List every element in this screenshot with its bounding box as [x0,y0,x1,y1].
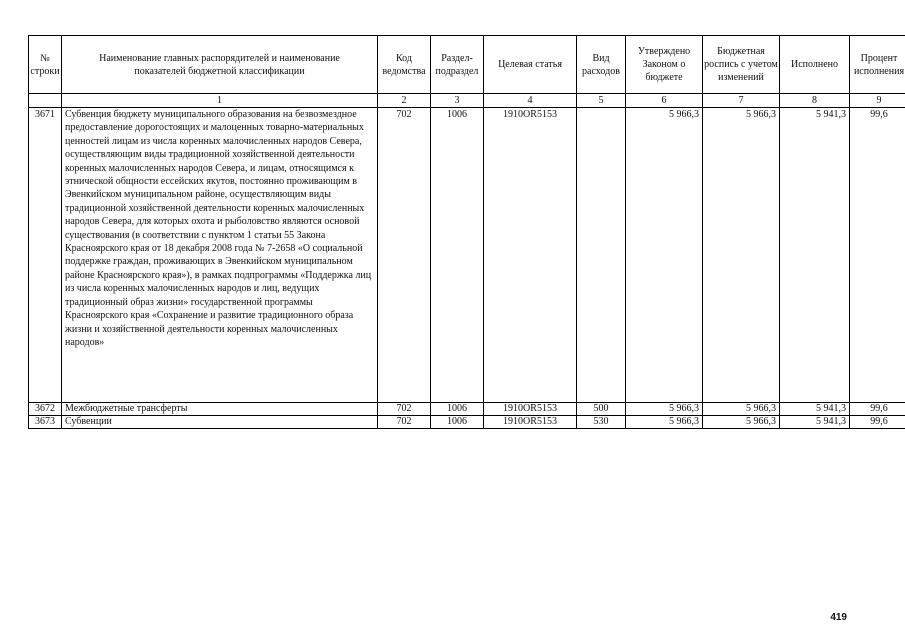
header-revised: Бюджетная роспись с учетом изменений [703,36,780,94]
expense-type [577,108,626,403]
table-row [29,403,905,416]
section-code: 1006 [431,108,484,403]
column-number: 5 [577,94,626,108]
row-number: 3673 [29,416,62,429]
executed-amount: 5 941,3 [780,416,850,429]
dept-code: 702 [378,416,431,429]
approved-amount: 5 966,3 [626,403,703,416]
execution-percent: 99,6 [850,108,905,403]
expense-type: 530 [577,416,626,429]
row-name: Субвенция бюджету муниципального образования на безвозмездное предоставление дорогостоящих и малоценных товарно-материальных ценностей лицам из числа коренных малочисленных народов Севера, осуществляющим виды традиционной хозяйственной деятельности коренных малочисленных народов Севера, и лицам, относящимся к этнической общности ессейских якутов, постоянно проживающим в Эвенкийском муниципальном районе, осуществляющим виды традиционной хозяйственной деятельности коренных малочисленных народов Севера, для которых охота и рыболовство являются основой существования (в соответствии с пунктом 1 статьи 55 Закона Красноярского края от 18 декабря 2008 года № 7-2658 «О социальной поддержке граждан, проживающих в Эвенкийском муниципальном районе Красноярского края»), в рамках подпрограммы «Поддержка лиц из числа коренных малочисленных народов и лиц, ведущих традиционный образ жизни» государственной программы Красноярского края «Сохранение и развитие традиционного образа жизни и хозяйственной деятельности коренных малочисленных народов» [62,108,378,403]
execution-percent: 99,6 [850,416,905,429]
dept-code: 702 [378,108,431,403]
revised-amount: 5 966,3 [703,108,780,403]
row-number: 3671 [29,108,62,403]
header-section: Раздел-подраздел [431,36,484,94]
target-code: 1910OR5153 [484,403,577,416]
executed-amount: 5 941,3 [780,108,850,403]
column-number: 8 [780,94,850,108]
revised-amount: 5 966,3 [703,403,780,416]
execution-percent: 99,6 [850,403,905,416]
header-dept-code: Код ведомства [378,36,431,94]
page-number: 419 [830,612,847,623]
header-executed: Исполнено [780,36,850,94]
header-row-number: № строки [29,36,62,94]
column-number: 6 [626,94,703,108]
header-expense-type: Вид расходов [577,36,626,94]
row-name: Межбюджетные трансферты [62,403,378,416]
target-code: 1910OR5153 [484,416,577,429]
budget-execution-table [28,35,905,429]
column-number: 4 [484,94,577,108]
column-number: 7 [703,94,780,108]
column-number: 1 [62,94,378,108]
row-name: Субвенции [62,416,378,429]
approved-amount: 5 966,3 [626,108,703,403]
dept-code: 702 [378,403,431,416]
target-code: 1910OR5153 [484,108,577,403]
header-approved: Утверждено Законом о бюджете [626,36,703,94]
column-number: 3 [431,94,484,108]
table-row [29,108,905,403]
revised-amount: 5 966,3 [703,416,780,429]
column-number-row [29,94,905,108]
column-number [29,94,62,108]
approved-amount: 5 966,3 [626,416,703,429]
table-row [29,416,905,429]
header-row [29,36,905,94]
executed-amount: 5 941,3 [780,403,850,416]
section-code: 1006 [431,416,484,429]
column-number: 9 [850,94,905,108]
header-percent: Процент исполнения [850,36,905,94]
expense-type: 500 [577,403,626,416]
header-target: Целевая статья [484,36,577,94]
header-name: Наименование главных распорядителей и наименование показателей бюджетной классификации [62,36,378,94]
column-number: 2 [378,94,431,108]
row-number: 3672 [29,403,62,416]
section-code: 1006 [431,403,484,416]
